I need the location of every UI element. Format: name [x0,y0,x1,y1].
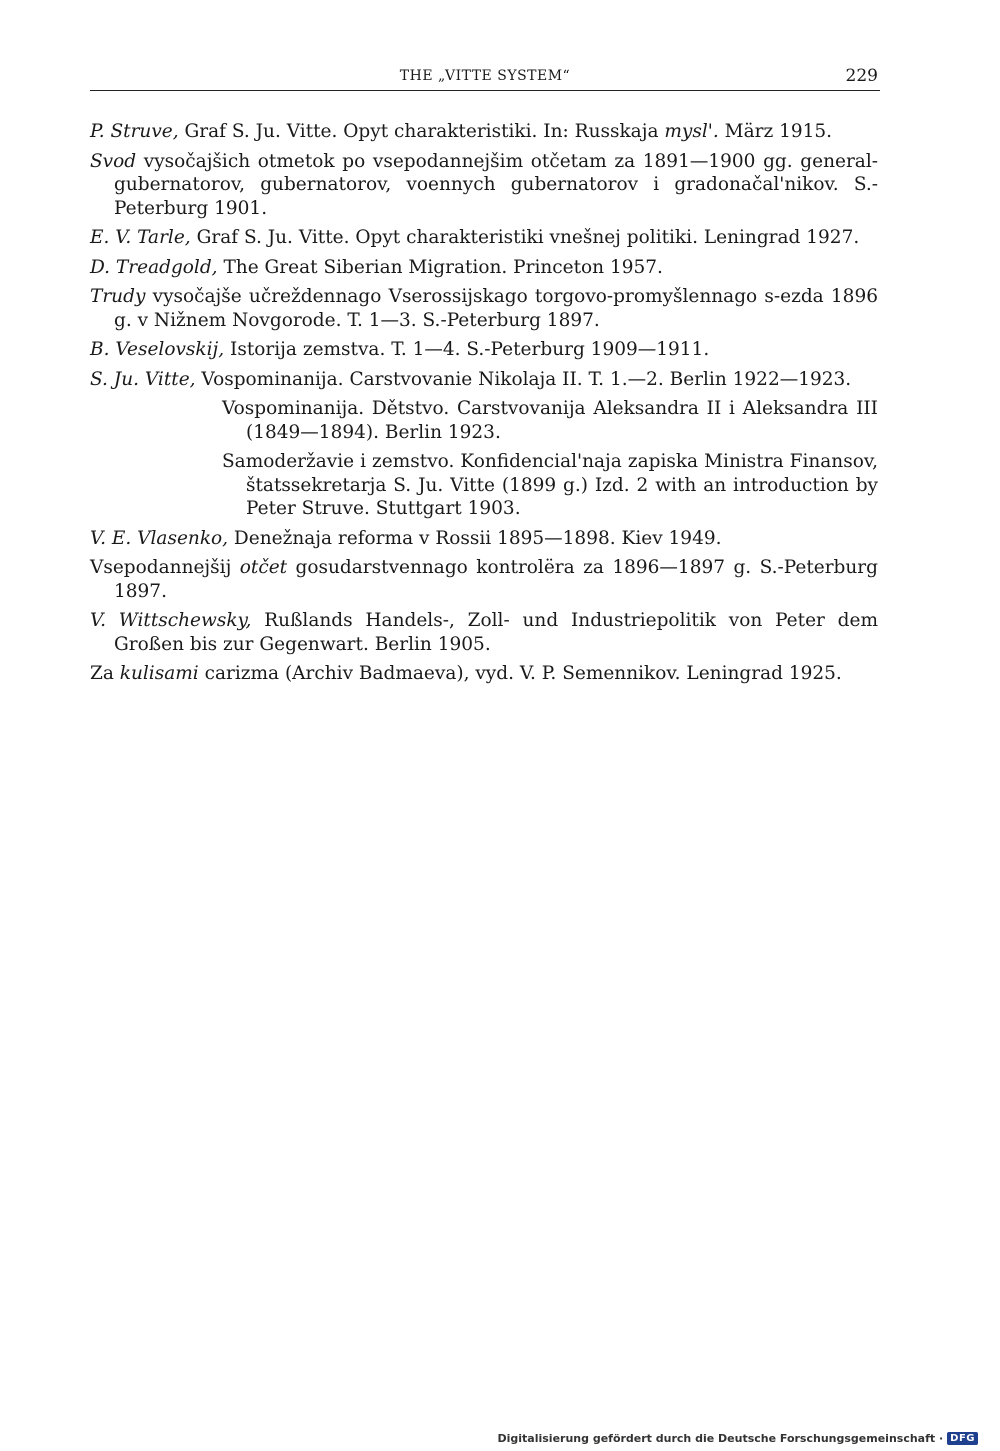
bib-text: gosudarstvennago kontrolëra za 1896—1897 g. S.-Peterburg 1897. [114,557,878,602]
bib-text: Samoderžavie i zemstvo. Konfidencial'naja zapiska Ministra Finansov, štatssekretarja S. Ju. Vitte (1899 g.) Izd. 2 with an introduction by Peter Struve. Stuttgart 1903. [222,451,878,519]
bib-author: kulisami [119,663,199,684]
bib-entry-struve [90,120,878,144]
bib-entry-vitte-work-2 [90,397,878,444]
bib-author: D. Treadgold, [90,256,218,278]
bib-text: Vospominanija. Dětstvo. Carstvovanija Aleksandra II i Aleksandra III (1849—1894). Berlin 1923. [222,398,878,443]
bib-tail: März 1915. [718,121,833,142]
bib-author: V. E. Vlasenko, [90,527,229,549]
bib-entry-svod [90,150,878,221]
bib-keyword: mysl'. [664,121,719,142]
running-header [90,68,880,91]
bib-author: otčet [239,557,288,578]
bib-text: Denežnaja reforma v Rossii 1895—1898. Kiev 1949. [228,527,722,549]
bib-entry-wittschewsky [90,609,878,656]
bibliography [90,120,878,692]
bib-entry-treadgold [90,256,878,280]
bib-author: V. Wittschewsky, [90,610,252,631]
bib-pre: Za [90,663,120,684]
bib-author: E. V. Tarle, [90,227,191,248]
bib-text: carizma (Archiv Badmaeva), vyd. V. P. Semennikov. Leningrad 1925. [198,663,842,684]
dfg-logo: DFG [947,1432,978,1445]
bib-entry-vitte [90,368,878,392]
bib-pre: Vsepodannejšij [90,557,240,578]
bib-text: Graf S. Ju. Vitte. Opyt charakteristiki. In: Russkaja [178,121,665,142]
bib-author: B. Veselovskij, [90,339,225,360]
bib-entry-vsepodannejsij [90,556,878,603]
bib-text: Graf S. Ju. Vitte. Opyt charakteristiki vnešnej politiki. Leningrad 1927. [190,227,860,248]
bib-author: S. Ju. Vitte, [90,368,196,390]
bib-author: P. Struve, [90,121,179,142]
footer-text: Digitalisierung gefördert durch die Deutsche Forschungsgemeinschaft · [497,1432,944,1445]
bib-author: Trudy [90,286,146,307]
bib-author: Svod [90,150,137,172]
digitization-footer [497,1432,978,1445]
bib-entry-vitte-work-3 [90,450,878,521]
bib-entry-kulisami [90,662,878,686]
bib-entry-veselovskij [90,338,878,362]
page-number: 229 [845,66,878,86]
bib-text: Vospominanija. Carstvovanie Nikolaja II. T. 1.—2. Berlin 1922—1923. [195,368,852,390]
bib-entry-trudy [90,285,878,332]
bib-entry-vlasenko [90,527,878,551]
bib-text: Istorija zemstva. T. 1—4. S.-Peterburg 1909—1911. [224,339,710,360]
running-title: THE „VITTE SYSTEM“ [399,68,571,84]
bib-text: vysočajše učreždennago Vserossijskago torgovo-promyšlennago s-ezda 1896 g. v Nižnem Novgorode. T. 1—3. S.-Peterburg 1897. [114,286,878,331]
bib-text: The Great Siberian Migration. Princeton 1957. [217,256,663,278]
bib-entry-tarle [90,226,878,250]
bib-text: vysočajšich otmetok po vsepodannejšim otčetam za 1891—1900 gg. general-gubernatorov, gubernatorov, voennych gubernatorov i gradonačal'nikov. S.-Peterburg 1901. [114,150,878,219]
bib-text: Rußlands Handels-, Zoll- und Industriepolitik von Peter dem Großen bis zur Gegenwart. Berlin 1905. [114,610,878,655]
